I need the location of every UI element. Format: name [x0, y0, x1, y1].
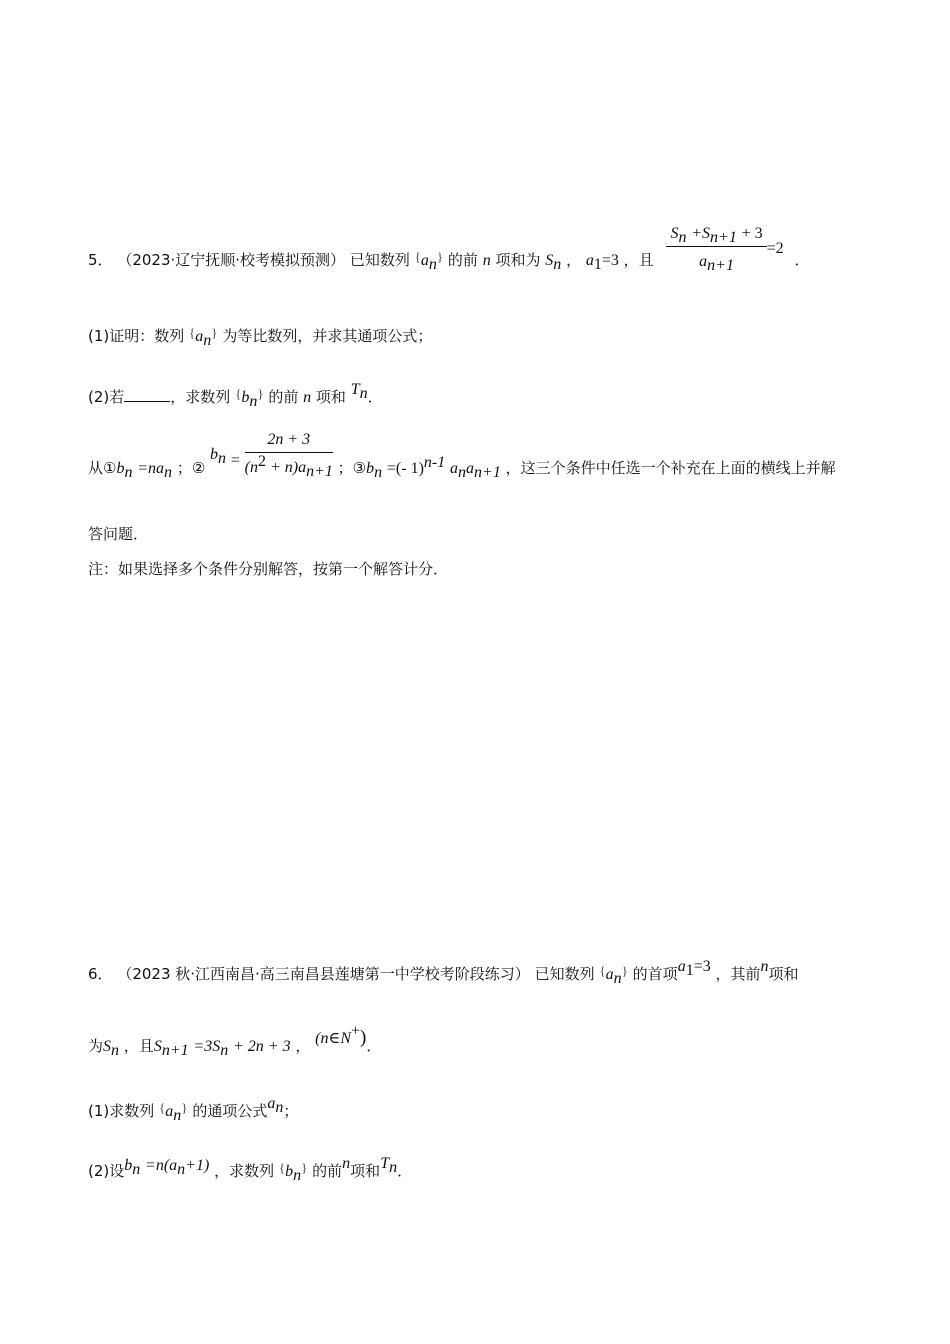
fraction-numerator	[666, 223, 766, 247]
problem5-part1	[88, 323, 432, 347]
math-sub-n: n	[111, 1042, 120, 1059]
cond2-fraction	[245, 430, 333, 478]
math-sub-n: n	[359, 385, 368, 402]
part2-text-c: 的前	[312, 1162, 343, 1180]
part2-text-b: ，求数列	[170, 388, 231, 406]
math-sub-n: n	[124, 464, 133, 481]
math-sub-n: n	[177, 1161, 186, 1178]
brace-right: }	[211, 325, 218, 340]
math-a: a	[677, 958, 686, 975]
math-sub-n1: n+1	[161, 1042, 189, 1059]
domain-n-in-N: (n∈N	[315, 1030, 351, 1047]
part2-text-a: 若	[109, 388, 125, 406]
math-S: S	[545, 252, 554, 269]
problem5-source: （2023·辽宁抚顺·校考模拟预测）	[117, 251, 346, 269]
brace-right: }	[436, 249, 444, 264]
cond-text-a: 从①	[88, 459, 117, 477]
brace-right: }	[257, 386, 264, 401]
math-sub-n1: n+1	[306, 462, 333, 480]
math-n: n	[303, 389, 312, 406]
math-sup-2: 2	[257, 452, 266, 470]
math-a: a	[420, 252, 429, 269]
part1-text-a: 证明：数列	[109, 327, 185, 345]
problem6-stem2	[88, 1022, 382, 1059]
brace-left: {	[599, 963, 606, 978]
math-b: b	[241, 389, 250, 406]
problem5-stem-e: ，且	[623, 251, 654, 269]
math-sub-n: n	[275, 1099, 284, 1116]
brace-left: {	[278, 1160, 286, 1175]
problem5-stem-b: 的前	[447, 251, 478, 269]
problem5-frac-eq: =2	[766, 240, 784, 257]
math-S: S	[153, 1038, 162, 1055]
math-sub-n: n	[164, 464, 173, 481]
math-a: a	[605, 966, 614, 983]
brace-left: {	[235, 386, 242, 401]
math-n: n	[342, 1155, 351, 1172]
math-S: S	[103, 1038, 112, 1055]
math-sub-n1: n+1	[710, 229, 737, 246]
problem6-source: （2023 秋·江西南昌·高三南昌县莲塘第一中学校考阶段练习）	[117, 965, 530, 983]
problem5-stem-a: 已知数列	[349, 251, 410, 269]
problem6-rec-eq: =3S	[193, 1038, 221, 1055]
math-sub-n: n	[218, 450, 227, 467]
part1-label: (1)	[88, 1102, 110, 1120]
math-b: b	[124, 1157, 133, 1174]
math-a: a	[466, 460, 475, 477]
problem6-part2-eq: =n(a	[145, 1157, 178, 1174]
math-plus-S: +S	[691, 225, 711, 242]
math-b: b	[285, 1163, 294, 1180]
cond-text-b: ；②	[176, 459, 206, 477]
problem6-stem2-c: ，	[295, 1037, 311, 1055]
problem6-rec-tail: + 2n + 3	[232, 1038, 291, 1055]
part1-text-b: 的通项公式	[192, 1102, 268, 1120]
problem5-stem-end: ．	[794, 251, 810, 269]
math-plus-3: + 3	[741, 225, 763, 242]
math-sub-n: n	[428, 256, 437, 273]
math-sub-n1: n+1	[474, 464, 501, 481]
part2-text-e: ．	[367, 388, 383, 406]
fraction-numerator: 2n + 3	[245, 430, 333, 453]
problem5-fraction	[666, 223, 766, 272]
problem5-conditions	[88, 430, 836, 481]
math-a: a	[298, 458, 307, 476]
math-sub-n: n	[132, 1161, 141, 1178]
cond-text-d: ，这三个条件中任选一个补充在上面的横线上并解	[505, 459, 836, 477]
brace-left: {	[414, 249, 421, 264]
part2-text-d: 项和	[350, 1162, 381, 1180]
part1-text-b: 为等比数列，并求其通项公式；	[222, 327, 433, 345]
problem5-number: 5．	[88, 251, 113, 269]
problem6-part2-tail: +1)	[185, 1157, 210, 1174]
part1-label: (1)	[88, 327, 110, 345]
part2-text-c: 的前	[268, 388, 299, 406]
problem6-stem-b: 的首项	[632, 965, 678, 983]
math-sub-n: n	[613, 970, 622, 987]
part2-text-e: ．	[397, 1162, 413, 1180]
part2-text-d: 项和	[315, 388, 346, 406]
math-n: (n	[244, 458, 258, 476]
part1-text-c: ；	[283, 1102, 299, 1120]
math-a: a	[585, 252, 594, 269]
math-b: b	[116, 460, 125, 477]
problem5-note: 注：如果选择多个条件分别解答，按第一个解答计分．	[88, 560, 449, 578]
math-S: S	[670, 225, 679, 242]
problem6-stem-c: ，其前	[715, 965, 761, 983]
cond2-eq-sign: =	[230, 452, 240, 469]
math-b: b	[210, 446, 219, 463]
math-a: a	[699, 253, 708, 270]
math-sub-n1: n+1	[707, 257, 734, 274]
math-b: b	[366, 460, 375, 477]
math-a: a	[165, 1103, 174, 1120]
math-sub-1: 1	[685, 962, 694, 979]
math-n: n	[760, 958, 769, 975]
math-sub-n: n	[203, 332, 212, 349]
part2-text-a: 设	[109, 1162, 125, 1180]
brace-left: {	[159, 1100, 166, 1115]
math-sub-n: n	[553, 256, 562, 273]
cond3-exp: n-1	[423, 454, 446, 471]
problem5-conditions-cont: 答问题．	[88, 525, 149, 543]
part2-label: (2)	[88, 1162, 110, 1180]
problem5-stem-c: 项和为	[495, 251, 541, 269]
domain-close: )	[360, 1027, 367, 1048]
brace-right: }	[621, 963, 628, 978]
math-n: n	[482, 252, 491, 269]
math-T: T	[380, 1155, 390, 1172]
math-sub-n: n	[678, 229, 687, 246]
cond-text-c: ；③	[337, 459, 367, 477]
problem6-stem-a: 已知数列	[534, 965, 595, 983]
problem6-stem2-d: ．	[366, 1037, 382, 1055]
math-sup-plus: +	[350, 1022, 361, 1040]
math-sub-n: n	[249, 393, 258, 410]
math-plus-n: + n)	[265, 458, 299, 476]
problem5-a1-eq: =3	[601, 252, 619, 269]
problem6-part2	[88, 1155, 413, 1184]
problem6-domain	[315, 1022, 367, 1048]
math-sub-n: n	[173, 1107, 182, 1124]
math-sub-n: n	[389, 1159, 398, 1176]
math-a: a	[267, 1095, 276, 1112]
math-sub-n: n	[220, 1042, 229, 1059]
brace-right: }	[301, 1160, 308, 1175]
problem5-stem-d: ，	[566, 251, 582, 269]
problem6-number: 6．	[88, 965, 113, 983]
math-sub-n: n	[458, 464, 467, 481]
fraction-denominator	[245, 453, 333, 478]
math-a: a	[195, 328, 204, 345]
problem5-stem	[88, 225, 810, 274]
part2-text-b: ，求数列	[214, 1162, 275, 1180]
cond1-eq: =na	[137, 460, 165, 477]
problem6-stem	[88, 958, 799, 987]
brace-right: }	[181, 1100, 188, 1115]
problem6-stem2-b: ，且	[123, 1037, 154, 1055]
problem6-part1	[88, 1095, 299, 1124]
part2-label: (2)	[88, 388, 110, 406]
part1-text-a: 求数列	[109, 1102, 155, 1120]
fraction-denominator	[666, 247, 766, 272]
math-sub-1: 1	[593, 256, 602, 273]
cond3-eq: =(- 1)	[386, 460, 424, 477]
math-sub-n: n	[293, 1167, 302, 1184]
math-a: a	[450, 460, 459, 477]
math-sub-n: n	[374, 464, 383, 481]
answer-blank	[124, 389, 170, 402]
problem6-stem2-a: 为	[88, 1037, 104, 1055]
problem6-a1-eq: =3	[693, 958, 711, 975]
brace-left: {	[189, 325, 196, 340]
problem6-stem-d: 项和	[768, 965, 799, 983]
problem5-part2	[88, 381, 383, 410]
math-T: T	[350, 381, 360, 398]
